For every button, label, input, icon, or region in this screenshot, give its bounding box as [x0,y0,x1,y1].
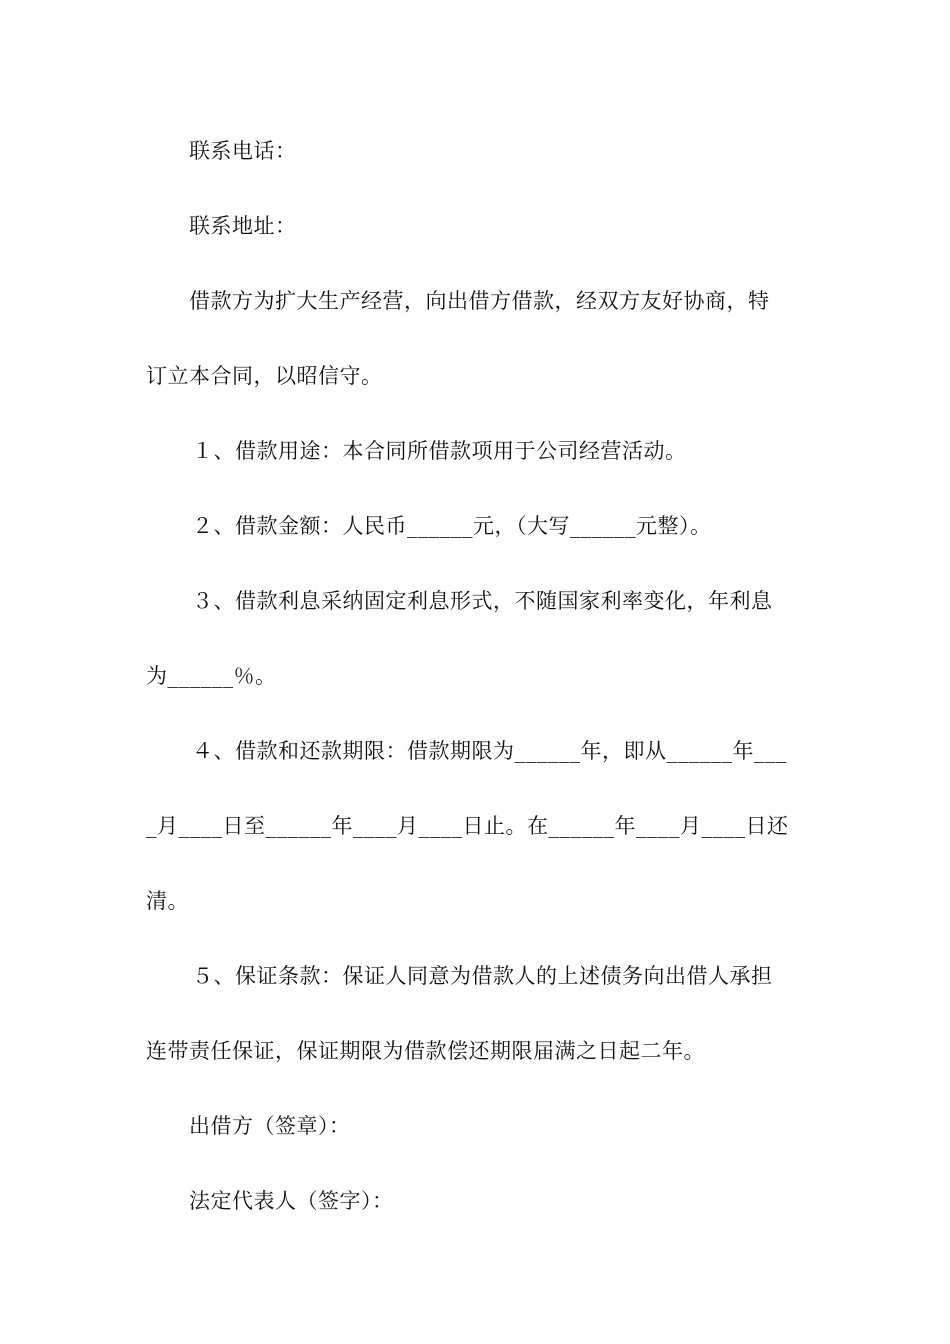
clause-5-guarantee-line-2: 连带责任保证，保证期限为借款偿还期限届满之日起二年。 [146,1039,705,1063]
clause-1-purpose: １、借款用途：本合同所借款项用于公司经营活动。 [192,439,687,463]
clause-3-interest-line-1: ３、借款利息采纳固定利息形式，不随国家利率变化，年利息 [192,589,773,613]
clause-4-term-line-2: _月____日至______年____月____日止。在______年____月____日还 [146,814,789,838]
clause-4-term-line-1: ４、借款和还款期限：借款期限为______年，即从______年___ [192,739,787,763]
lender-signature-label: 出借方（签章）： [189,1114,351,1138]
legal-representative-signature-label: 法定代表人（签字）： [189,1189,394,1213]
contact-address-label: 联系地址： [189,214,297,238]
contact-phone-label: 联系电话： [189,139,297,163]
clause-2-amount: ２、借款金额：人民币______元，（大写______元整）。 [192,514,712,538]
intro-paragraph-line-1: 借款方为扩大生产经营，向出借方借款，经双方友好协商，特 [189,289,770,313]
clause-3-interest-line-2: 为______％。 [146,664,277,688]
clause-5-guarantee-line-1: ５、保证条款：保证人同意为借款人的上述债务向出借人承担 [192,964,773,988]
clause-4-term-line-3: 清。 [146,889,189,913]
intro-paragraph-line-2: 订立本合同，以昭信守。 [146,364,383,388]
